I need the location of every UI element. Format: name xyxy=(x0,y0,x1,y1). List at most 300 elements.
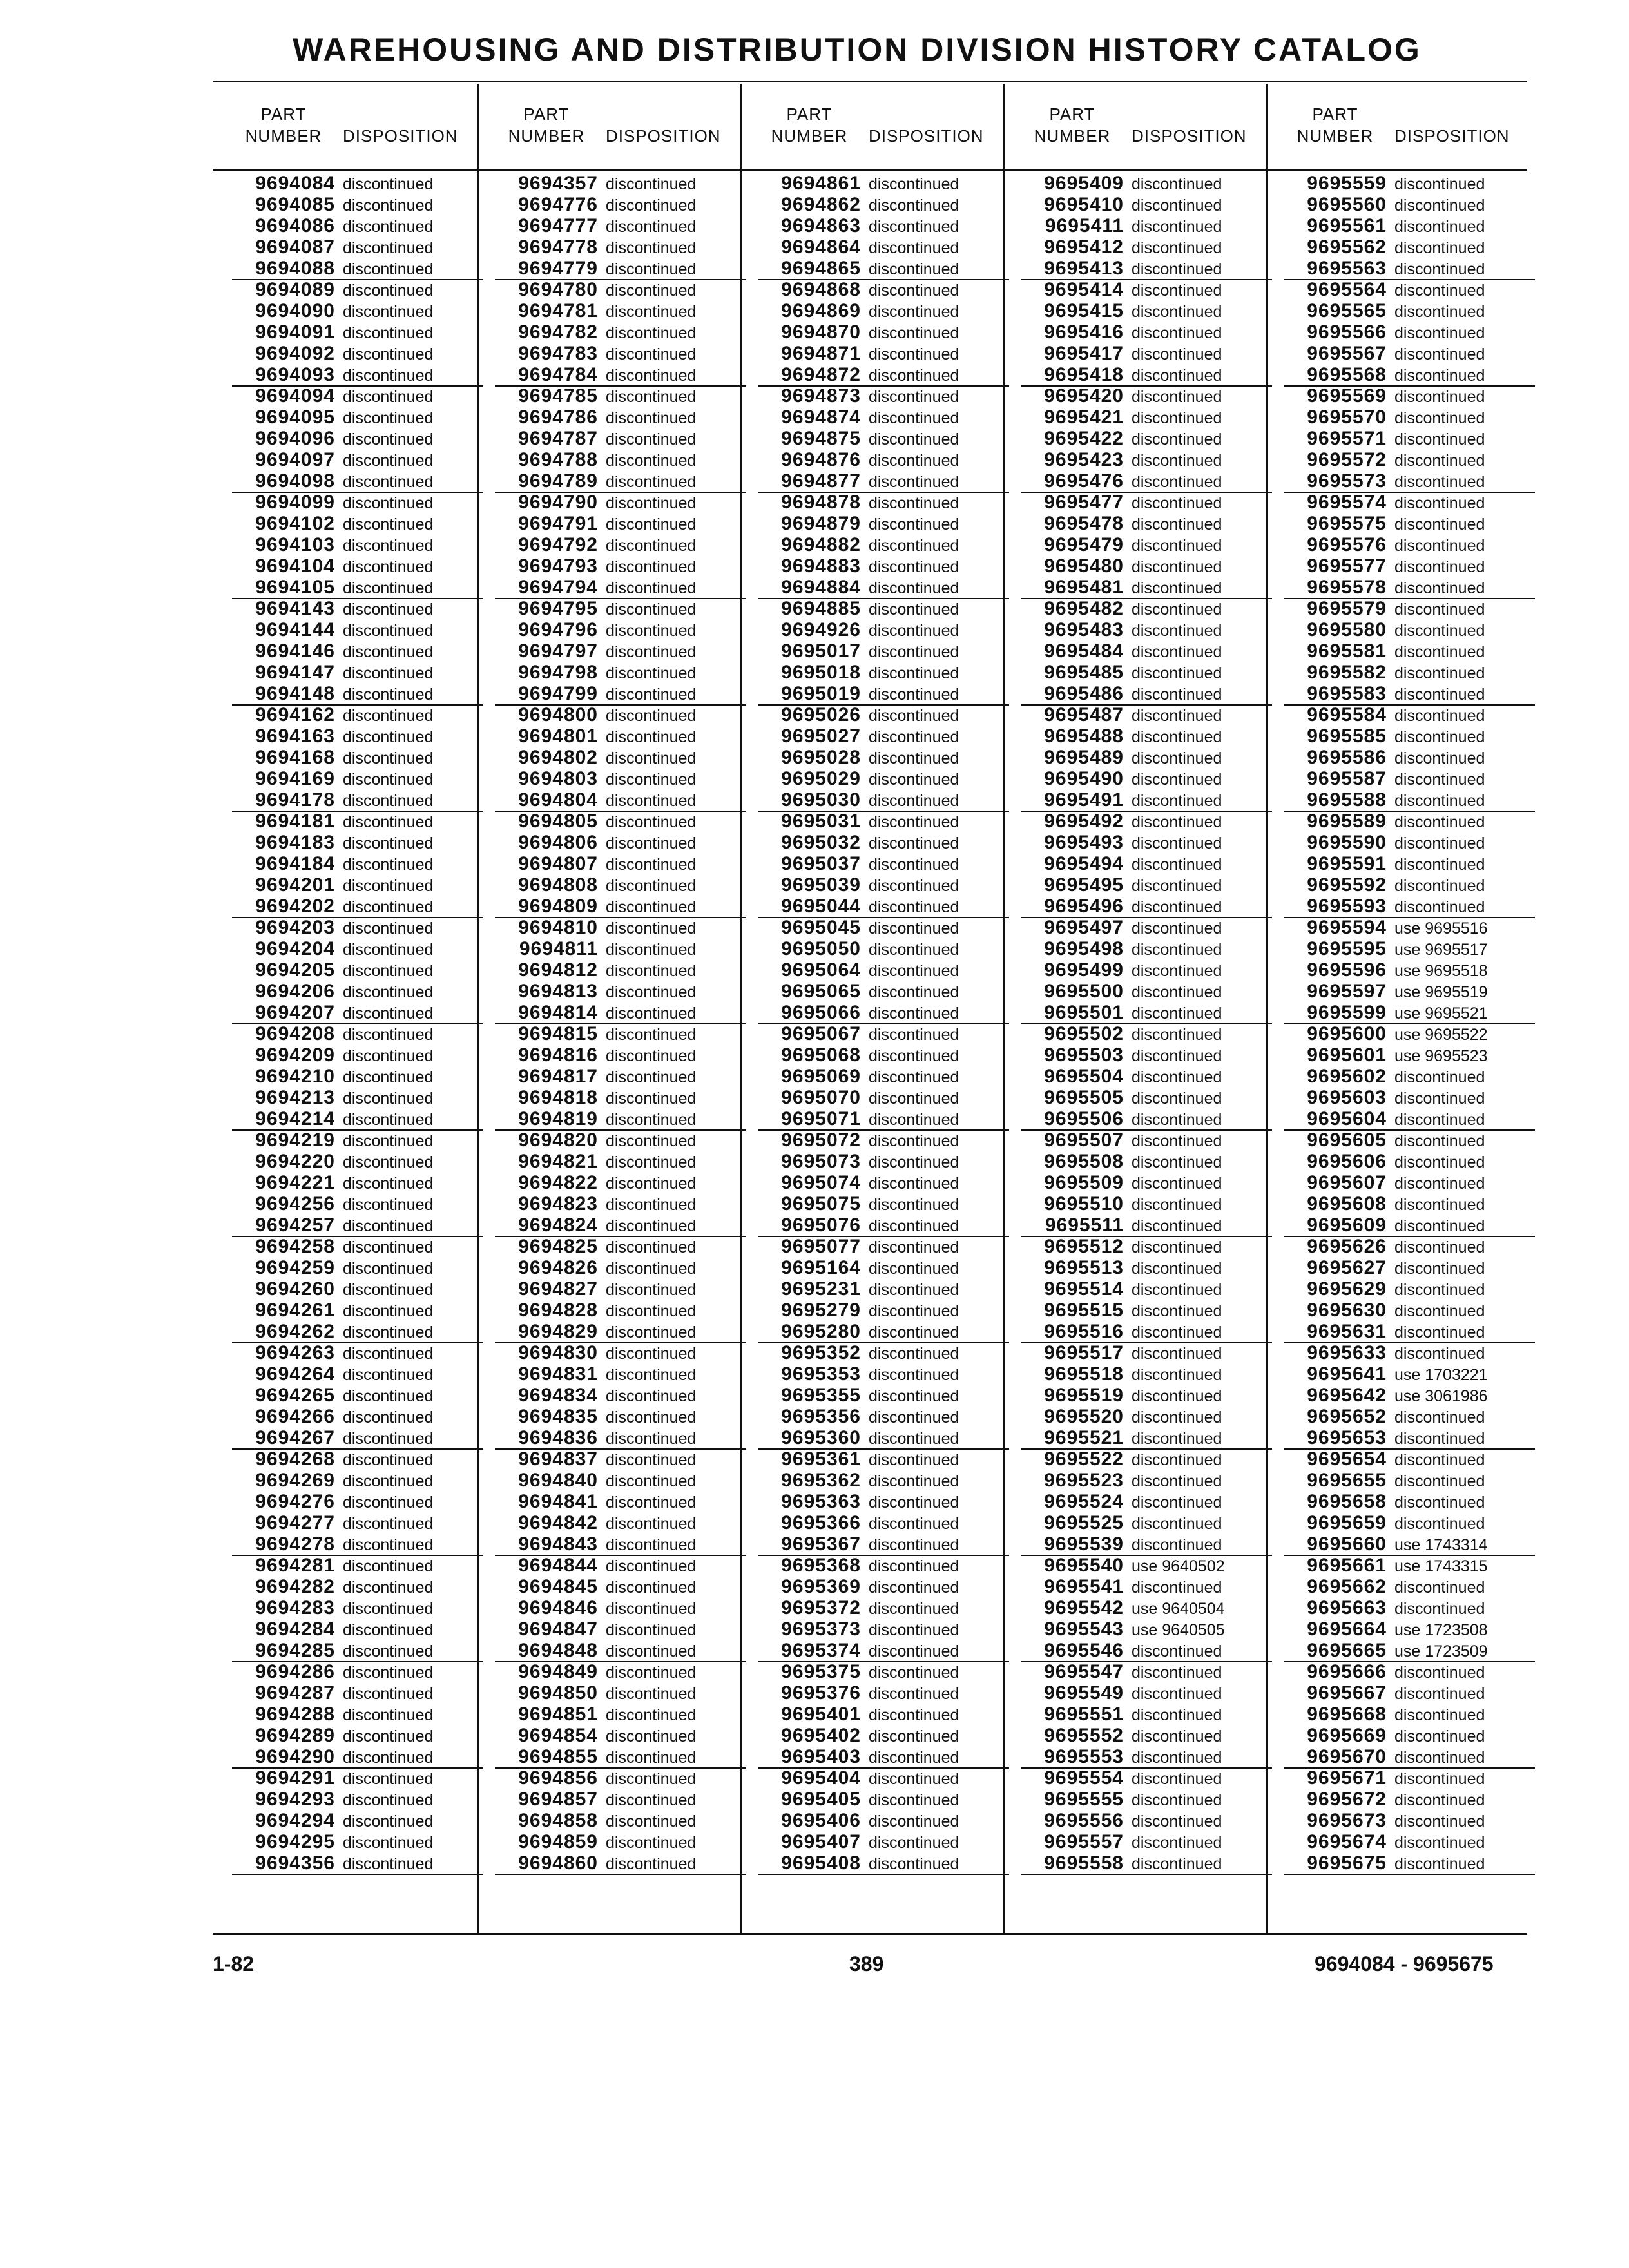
disposition: discontinued xyxy=(1132,1345,1222,1363)
part-number: 9694293 xyxy=(255,1789,335,1810)
disposition: discontinued xyxy=(606,1621,697,1639)
part-header-line1: PART xyxy=(1049,104,1095,124)
table-row xyxy=(758,1491,1009,1512)
disposition: discontinued xyxy=(1132,558,1222,576)
table-row xyxy=(1021,1682,1272,1704)
disposition: discontinued xyxy=(869,664,959,682)
part-number: 9695654 xyxy=(1307,1448,1387,1470)
disposition: discontinued xyxy=(343,1600,434,1618)
table-row xyxy=(758,640,1009,662)
table-row xyxy=(1021,1385,1272,1406)
table-row xyxy=(232,534,483,555)
table-row xyxy=(1021,1576,1272,1597)
disposition: discontinued xyxy=(869,239,959,257)
disposition: discontinued xyxy=(869,1196,959,1214)
table-row xyxy=(232,1278,483,1300)
part-number: 9694825 xyxy=(518,1236,598,1257)
disposition: discontinued xyxy=(1132,749,1222,767)
table-row xyxy=(495,385,746,407)
disposition: discontinued xyxy=(606,1685,697,1703)
table-row xyxy=(758,300,1009,322)
part-number: 9694257 xyxy=(255,1215,335,1236)
table-row xyxy=(758,173,1009,194)
part-number: 9695568 xyxy=(1307,364,1387,385)
table-row xyxy=(758,1363,1009,1385)
part-number: 9695569 xyxy=(1307,385,1387,407)
disposition: discontinued xyxy=(606,1175,697,1193)
table-row xyxy=(1284,1151,1535,1172)
part-number: 9695482 xyxy=(1044,598,1124,619)
table-row xyxy=(1021,704,1272,726)
table-row xyxy=(232,981,483,1002)
disposition: use 9640502 xyxy=(1132,1557,1225,1575)
table-row xyxy=(1284,428,1535,449)
table-row xyxy=(1021,1321,1272,1343)
disposition: discontinued xyxy=(869,367,959,385)
disposition: discontinued xyxy=(343,1451,434,1469)
footer-page-section: 1-82 xyxy=(213,1952,255,1975)
disposition: discontinued xyxy=(606,1366,697,1384)
part-number: 9695674 xyxy=(1307,1831,1387,1852)
disposition: discontinued xyxy=(869,1685,959,1703)
part-number: 9695065 xyxy=(781,981,861,1002)
table-row xyxy=(1021,513,1272,534)
part-header-line2: NUMBER xyxy=(1296,126,1374,146)
disposition: discontinued xyxy=(1132,877,1222,895)
table-row xyxy=(495,1151,746,1172)
part-number: 9695027 xyxy=(781,726,861,747)
disposition: discontinued xyxy=(343,175,434,193)
part-number: 9695411 xyxy=(1045,215,1124,236)
table-row xyxy=(232,662,483,683)
table-row xyxy=(1021,640,1272,662)
disposition: use 1703221 xyxy=(1394,1366,1488,1384)
part-number: 9694286 xyxy=(255,1661,335,1682)
disposition: discontinued xyxy=(869,345,959,363)
table-row xyxy=(758,364,1009,387)
table-row xyxy=(1021,1767,1272,1789)
part-number: 9695586 xyxy=(1307,747,1387,768)
disposition: discontinued xyxy=(606,1812,697,1831)
table-row xyxy=(758,555,1009,577)
part-number: 9695659 xyxy=(1307,1512,1387,1533)
part-number: 9695631 xyxy=(1307,1321,1387,1342)
table-row xyxy=(1021,938,1272,959)
disposition-header: DISPOSITION xyxy=(343,126,458,146)
table-row xyxy=(758,619,1009,640)
table-row xyxy=(1021,917,1272,938)
part-number: 9694850 xyxy=(518,1682,598,1704)
part-number: 9694283 xyxy=(255,1597,335,1619)
disposition: use 9695517 xyxy=(1394,941,1488,959)
disposition: discontinued xyxy=(1132,515,1222,533)
disposition: discontinued xyxy=(343,1642,434,1660)
disposition: discontinued xyxy=(1394,579,1485,597)
part-number: 9695626 xyxy=(1307,1236,1387,1257)
disposition: discontinued xyxy=(869,1345,959,1363)
table-row xyxy=(758,1448,1009,1470)
table-row xyxy=(1284,1193,1535,1215)
table-row xyxy=(232,1470,483,1491)
part-number-header xyxy=(1284,103,1387,147)
disposition: discontinued xyxy=(1394,643,1485,661)
table-row xyxy=(232,1257,483,1278)
table-row xyxy=(495,704,746,726)
part-number: 9695539 xyxy=(1044,1533,1124,1555)
disposition: discontinued xyxy=(343,1068,434,1086)
table-row xyxy=(1284,173,1535,194)
disposition: discontinued xyxy=(606,707,697,725)
table-row xyxy=(758,428,1009,449)
disposition: discontinued xyxy=(869,197,959,215)
part-number: 9694146 xyxy=(255,640,335,662)
table-row xyxy=(1021,1725,1272,1746)
table-row xyxy=(1284,258,1535,280)
table-row xyxy=(1021,1215,1272,1237)
disposition: discontinued xyxy=(1132,303,1222,321)
table-row xyxy=(495,1512,746,1533)
part-number: 9695401 xyxy=(781,1704,861,1725)
table-row xyxy=(758,1108,1009,1131)
part-number: 9694841 xyxy=(518,1491,598,1512)
table-row xyxy=(495,1448,746,1470)
part-number: 9695064 xyxy=(781,959,861,981)
disposition: discontinued xyxy=(343,1302,434,1320)
part-number: 9694864 xyxy=(781,236,861,258)
table-row xyxy=(1284,1810,1535,1831)
disposition: discontinued xyxy=(606,1345,697,1363)
disposition: use 1723509 xyxy=(1394,1642,1488,1660)
table-row xyxy=(495,1406,746,1427)
disposition: discontinued xyxy=(1132,1004,1222,1023)
disposition: discontinued xyxy=(606,1408,697,1427)
table-row xyxy=(495,1661,746,1682)
disposition: discontinued xyxy=(869,941,959,959)
disposition: discontinued xyxy=(1394,367,1485,385)
disposition: discontinued xyxy=(606,749,697,767)
disposition: discontinued xyxy=(343,919,434,937)
part-number: 9694882 xyxy=(781,534,861,555)
disposition: discontinued xyxy=(343,856,434,874)
disposition: discontinued xyxy=(869,1302,959,1320)
part-number: 9694790 xyxy=(518,492,598,513)
disposition: discontinued xyxy=(869,1281,959,1299)
disposition: discontinued xyxy=(1132,1238,1222,1256)
part-number: 9695493 xyxy=(1044,832,1124,853)
part-number: 9695420 xyxy=(1044,385,1124,407)
part-number: 9695573 xyxy=(1307,470,1387,492)
disposition: discontinued xyxy=(1132,1217,1222,1235)
disposition: discontinued xyxy=(343,218,434,236)
part-number: 9695661 xyxy=(1307,1555,1387,1576)
part-number: 9695069 xyxy=(781,1066,861,1087)
part-number: 9695073 xyxy=(781,1151,861,1172)
table-row xyxy=(1021,853,1272,874)
table-row xyxy=(1021,832,1272,853)
table-row xyxy=(232,1831,483,1852)
disposition: discontinued xyxy=(1132,792,1222,810)
disposition: discontinued xyxy=(1394,898,1485,916)
disposition: discontinued xyxy=(1132,260,1222,278)
disposition: discontinued xyxy=(606,260,697,278)
part-number: 9695565 xyxy=(1307,300,1387,322)
part-number: 9694085 xyxy=(255,194,335,215)
disposition: discontinued xyxy=(869,409,959,427)
table-row xyxy=(1021,1704,1272,1725)
disposition: discontinued xyxy=(1394,1791,1485,1809)
disposition: discontinued xyxy=(343,1387,434,1405)
disposition: discontinued xyxy=(1394,1685,1485,1703)
disposition: discontinued xyxy=(606,430,697,448)
disposition: discontinued xyxy=(869,430,959,448)
part-number: 9695601 xyxy=(1307,1044,1387,1066)
disposition: discontinued xyxy=(1394,1238,1485,1256)
part-number: 9695356 xyxy=(781,1406,861,1427)
table-row xyxy=(1284,407,1535,428)
disposition: discontinued xyxy=(606,388,697,406)
part-number: 9694777 xyxy=(518,215,598,236)
part-number: 9695403 xyxy=(781,1746,861,1767)
part-number: 9694782 xyxy=(518,322,598,343)
part-number: 9694089 xyxy=(255,279,335,300)
disposition: discontinued xyxy=(606,1068,697,1086)
table-row xyxy=(1284,1640,1535,1662)
disposition: discontinued xyxy=(343,1430,434,1448)
disposition: discontinued xyxy=(1394,1111,1485,1129)
table-row xyxy=(495,726,746,747)
part-number: 9695663 xyxy=(1307,1597,1387,1619)
table-row xyxy=(758,1533,1009,1556)
disposition: discontinued xyxy=(343,1175,434,1193)
table-row xyxy=(1284,1023,1535,1044)
part-number: 9695019 xyxy=(781,683,861,704)
disposition: discontinued xyxy=(606,579,697,597)
table-row xyxy=(1284,747,1535,768)
part-number: 9695554 xyxy=(1044,1767,1124,1789)
table-row xyxy=(495,1023,746,1044)
part-number: 9694827 xyxy=(518,1278,598,1300)
table-row xyxy=(1021,1002,1272,1024)
footer-page-number: 389 xyxy=(849,1952,884,1975)
table-row xyxy=(232,1300,483,1321)
part-number: 9694269 xyxy=(255,1470,335,1491)
part-number: 9694785 xyxy=(518,385,598,407)
disposition: discontinued xyxy=(1132,1302,1222,1320)
disposition: discontinued xyxy=(606,1706,697,1724)
part-number: 9695594 xyxy=(1307,917,1387,938)
part-number: 9695029 xyxy=(781,768,861,789)
part-number: 9695026 xyxy=(781,704,861,726)
part-number: 9694836 xyxy=(518,1427,598,1448)
table-row xyxy=(758,1555,1009,1576)
disposition: discontinued xyxy=(1132,664,1222,682)
part-number: 9695523 xyxy=(1044,1470,1124,1491)
disposition: discontinued xyxy=(343,1366,434,1384)
disposition: discontinued xyxy=(869,771,959,789)
disposition: discontinued xyxy=(869,515,959,533)
disposition: discontinued xyxy=(343,1812,434,1831)
disposition-header: DISPOSITION xyxy=(1132,126,1247,146)
table-row xyxy=(1021,279,1272,300)
table-row xyxy=(1021,726,1272,747)
disposition: discontinued xyxy=(869,749,959,767)
table-row xyxy=(758,1257,1009,1278)
table-row xyxy=(1021,1789,1272,1810)
part-number: 9694104 xyxy=(255,555,335,577)
disposition: discontinued xyxy=(1394,239,1485,257)
disposition: discontinued xyxy=(1132,473,1222,491)
disposition: discontinued xyxy=(1132,1834,1222,1852)
disposition: discontinued xyxy=(343,1132,434,1150)
disposition: discontinued xyxy=(606,1664,697,1682)
part-number: 9694206 xyxy=(255,981,335,1002)
part-header-line2: NUMBER xyxy=(771,126,848,146)
table-row xyxy=(232,1576,483,1597)
part-number: 9695665 xyxy=(1307,1640,1387,1661)
table-row xyxy=(232,1619,483,1640)
part-number: 9694826 xyxy=(518,1257,598,1278)
disposition: discontinued xyxy=(343,1494,434,1512)
disposition: discontinued xyxy=(606,877,697,895)
table-row xyxy=(1021,1172,1272,1193)
part-number: 9694285 xyxy=(255,1640,335,1661)
table-row xyxy=(232,385,483,407)
part-number: 9695583 xyxy=(1307,683,1387,704)
part-number: 9695070 xyxy=(781,1087,861,1108)
disposition: discontinued xyxy=(606,1238,697,1256)
table-row xyxy=(758,1725,1009,1746)
part-number: 9695496 xyxy=(1044,896,1124,917)
table-row xyxy=(758,1789,1009,1810)
part-number: 9695516 xyxy=(1044,1321,1124,1342)
table-row xyxy=(495,747,746,768)
disposition: discontinued xyxy=(1132,1706,1222,1724)
disposition: discontinued xyxy=(1394,1302,1485,1320)
table-row xyxy=(495,1342,746,1363)
table-row xyxy=(758,768,1009,789)
part-number: 9694266 xyxy=(255,1406,335,1427)
table-row xyxy=(758,1002,1009,1024)
table-row xyxy=(232,1044,483,1066)
part-number: 9694819 xyxy=(518,1108,598,1129)
disposition: discontinued xyxy=(869,388,959,406)
disposition: discontinued xyxy=(343,579,434,597)
disposition: discontinued xyxy=(1132,388,1222,406)
table-row xyxy=(1021,407,1272,428)
disposition: discontinued xyxy=(606,962,697,980)
table-row xyxy=(758,1406,1009,1427)
disposition: discontinued xyxy=(1132,1855,1222,1873)
disposition: discontinued xyxy=(1394,622,1485,640)
disposition: discontinued xyxy=(1132,1068,1222,1086)
table-row xyxy=(758,470,1009,493)
disposition: discontinued xyxy=(343,537,434,555)
part-number: 9694820 xyxy=(518,1129,598,1151)
disposition: discontinued xyxy=(343,898,434,916)
table-row xyxy=(758,194,1009,215)
part-number: 9694289 xyxy=(255,1725,335,1746)
bottom-rule xyxy=(213,1933,1527,1935)
table-row xyxy=(1284,640,1535,662)
disposition: discontinued xyxy=(1394,1281,1485,1299)
table-row xyxy=(495,938,746,959)
table-row xyxy=(1284,1661,1535,1682)
disposition: discontinued xyxy=(1132,962,1222,980)
table-row xyxy=(232,1108,483,1131)
disposition: discontinued xyxy=(606,239,697,257)
part-number: 9695562 xyxy=(1307,236,1387,258)
part-number: 9695641 xyxy=(1307,1363,1387,1385)
disposition: discontinued xyxy=(869,1600,959,1618)
disposition: discontinued xyxy=(343,197,434,215)
table-row xyxy=(495,236,746,258)
table-row xyxy=(1021,428,1272,449)
table-row xyxy=(232,1321,483,1343)
part-number: 9695417 xyxy=(1044,343,1124,364)
part-number: 9695494 xyxy=(1044,853,1124,874)
table-row xyxy=(232,959,483,981)
table-row xyxy=(1021,1555,1272,1576)
part-number: 9695553 xyxy=(1044,1746,1124,1767)
table-row xyxy=(232,1385,483,1406)
part-number: 9695630 xyxy=(1307,1300,1387,1321)
table-row xyxy=(1284,1108,1535,1131)
part-number: 9695368 xyxy=(781,1555,861,1576)
part-number: 9694295 xyxy=(255,1831,335,1852)
disposition: discontinued xyxy=(869,1515,959,1533)
part-number: 9694874 xyxy=(781,407,861,428)
disposition: discontinued xyxy=(343,303,434,321)
part-number: 9695067 xyxy=(781,1023,861,1044)
table-row xyxy=(758,874,1009,896)
table-row xyxy=(232,1704,483,1725)
table-row xyxy=(1021,1619,1272,1640)
disposition: discontinued xyxy=(343,1217,434,1235)
disposition: discontinued xyxy=(1394,1579,1485,1597)
disposition: discontinued xyxy=(606,771,697,789)
disposition: discontinued xyxy=(1394,771,1485,789)
table-row xyxy=(758,1576,1009,1597)
disposition: discontinued xyxy=(343,601,434,619)
part-number: 9694871 xyxy=(781,343,861,364)
part-number: 9694818 xyxy=(518,1087,598,1108)
table-row xyxy=(758,1470,1009,1491)
table-row xyxy=(758,236,1009,258)
table-row xyxy=(758,1682,1009,1704)
disposition: discontinued xyxy=(869,218,959,236)
table-row xyxy=(232,428,483,449)
part-number: 9694848 xyxy=(518,1640,598,1661)
table-row xyxy=(758,981,1009,1002)
disposition: discontinued xyxy=(1132,197,1222,215)
disposition: discontinued xyxy=(1394,175,1485,193)
part-number: 9694220 xyxy=(255,1151,335,1172)
part-number: 9694093 xyxy=(255,364,335,385)
disposition: discontinued xyxy=(1132,1515,1222,1533)
table-row xyxy=(1284,385,1535,407)
disposition: discontinued xyxy=(1132,218,1222,236)
part-number: 9695508 xyxy=(1044,1151,1124,1172)
disposition: discontinued xyxy=(1394,664,1485,682)
disposition: discontinued xyxy=(1132,983,1222,1001)
disposition: discontinued xyxy=(1132,409,1222,427)
table-row xyxy=(495,1470,746,1491)
table-row xyxy=(758,1831,1009,1852)
disposition: discontinued xyxy=(606,494,697,512)
part-number: 9694808 xyxy=(518,874,598,896)
disposition: discontinued xyxy=(606,1260,697,1278)
disposition: discontinued xyxy=(869,1621,959,1639)
